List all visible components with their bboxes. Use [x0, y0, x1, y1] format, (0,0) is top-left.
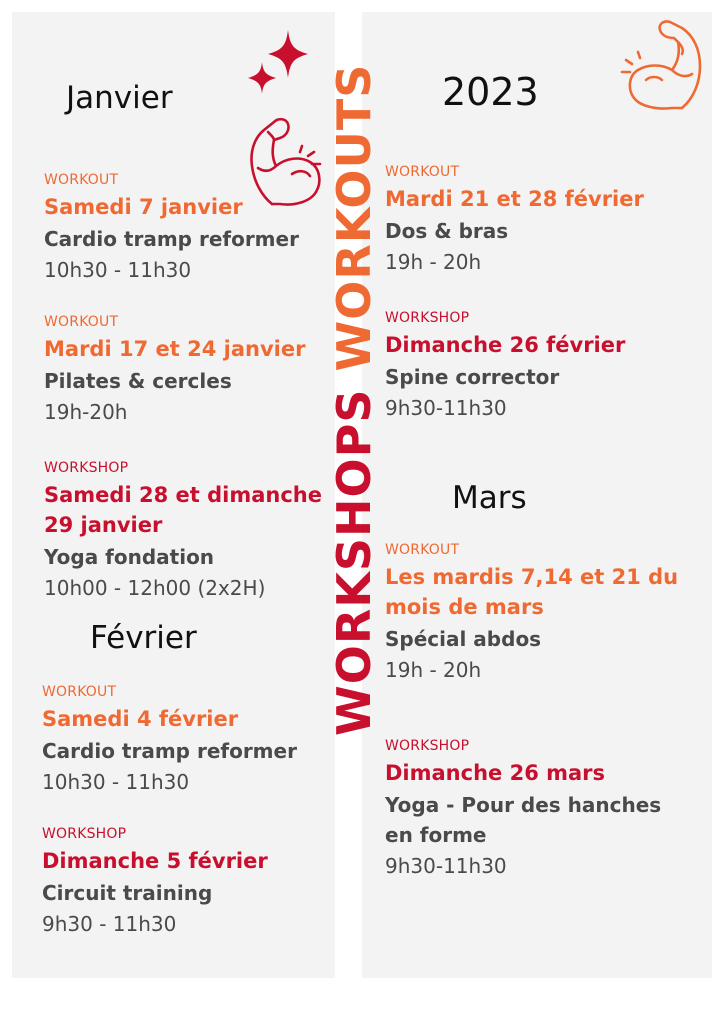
event-type: WORKOUT: [385, 542, 460, 558]
event-card: [42, 826, 332, 940]
sparkles-icon: [244, 28, 310, 98]
event-date: Mardi 21 et 28 février: [385, 187, 644, 211]
event-date: Dimanche 26 mars: [385, 761, 606, 785]
event-card: [385, 164, 675, 278]
event-type: WORKOUT: [44, 172, 119, 188]
month-heading-janvier: Janvier: [66, 80, 173, 116]
event-title: Spine corrector: [385, 365, 560, 389]
event-card: [42, 684, 332, 798]
event-time: 19h - 20h: [385, 658, 482, 682]
event-title: Pilates & cercles: [44, 369, 232, 393]
event-type: WORKOUT: [44, 314, 119, 330]
event-card: [385, 738, 680, 882]
event-type: WORKSHOP: [42, 826, 127, 842]
event-title: Cardio tramp reformer: [44, 227, 299, 251]
event-type: WORKOUT: [42, 684, 117, 700]
event-card: [44, 172, 334, 286]
event-type: WORKSHOP: [44, 460, 129, 476]
event-date: Mardi 17 et 24 janvier: [44, 337, 306, 361]
event-time: 19h-20h: [44, 400, 128, 424]
event-title: Spécial abdos: [385, 627, 542, 651]
banner-word-workouts: WORKOUTS: [327, 63, 381, 372]
event-title: Circuit training: [42, 881, 213, 905]
event-date: Samedi 28 et dimanche 29 janvier: [44, 483, 322, 537]
month-heading-fevrier: Février: [90, 620, 197, 656]
event-title: Yoga - Pour des hanches en forme: [385, 793, 662, 847]
event-title: Yoga fondation: [44, 545, 215, 569]
event-type: WORKSHOP: [385, 310, 470, 326]
event-time: 10h00 - 12h00 (2x2H): [44, 576, 266, 600]
event-date: Samedi 4 février: [42, 707, 239, 731]
event-type: WORKSHOP: [385, 738, 470, 754]
banner-word-workshops: WORKSHOPS: [327, 388, 381, 736]
event-date: Les mardis 7,14 et 21 du mois de mars: [385, 565, 679, 619]
flexed-arm-icon: [620, 16, 706, 112]
event-card: [385, 310, 675, 424]
event-time: 19h - 20h: [385, 250, 482, 274]
event-time: 10h30 - 11h30: [44, 258, 192, 282]
event-date: Dimanche 26 février: [385, 333, 626, 357]
event-card: [44, 460, 324, 604]
vertical-banner: [327, 63, 381, 736]
month-heading-mars: Mars: [452, 480, 527, 516]
event-card: [385, 542, 680, 686]
event-card: [44, 314, 334, 428]
event-time: 9h30-11h30: [385, 396, 507, 420]
event-type: WORKOUT: [385, 164, 460, 180]
event-date: Samedi 7 janvier: [44, 195, 243, 219]
year-heading: 2023: [442, 70, 539, 114]
event-title: Dos & bras: [385, 219, 509, 243]
event-title: Cardio tramp reformer: [42, 739, 297, 763]
event-time: 9h30-11h30: [385, 854, 507, 878]
event-time: 9h30 - 11h30: [42, 912, 177, 936]
event-date: Dimanche 5 février: [42, 849, 268, 873]
event-time: 10h30 - 11h30: [42, 770, 190, 794]
